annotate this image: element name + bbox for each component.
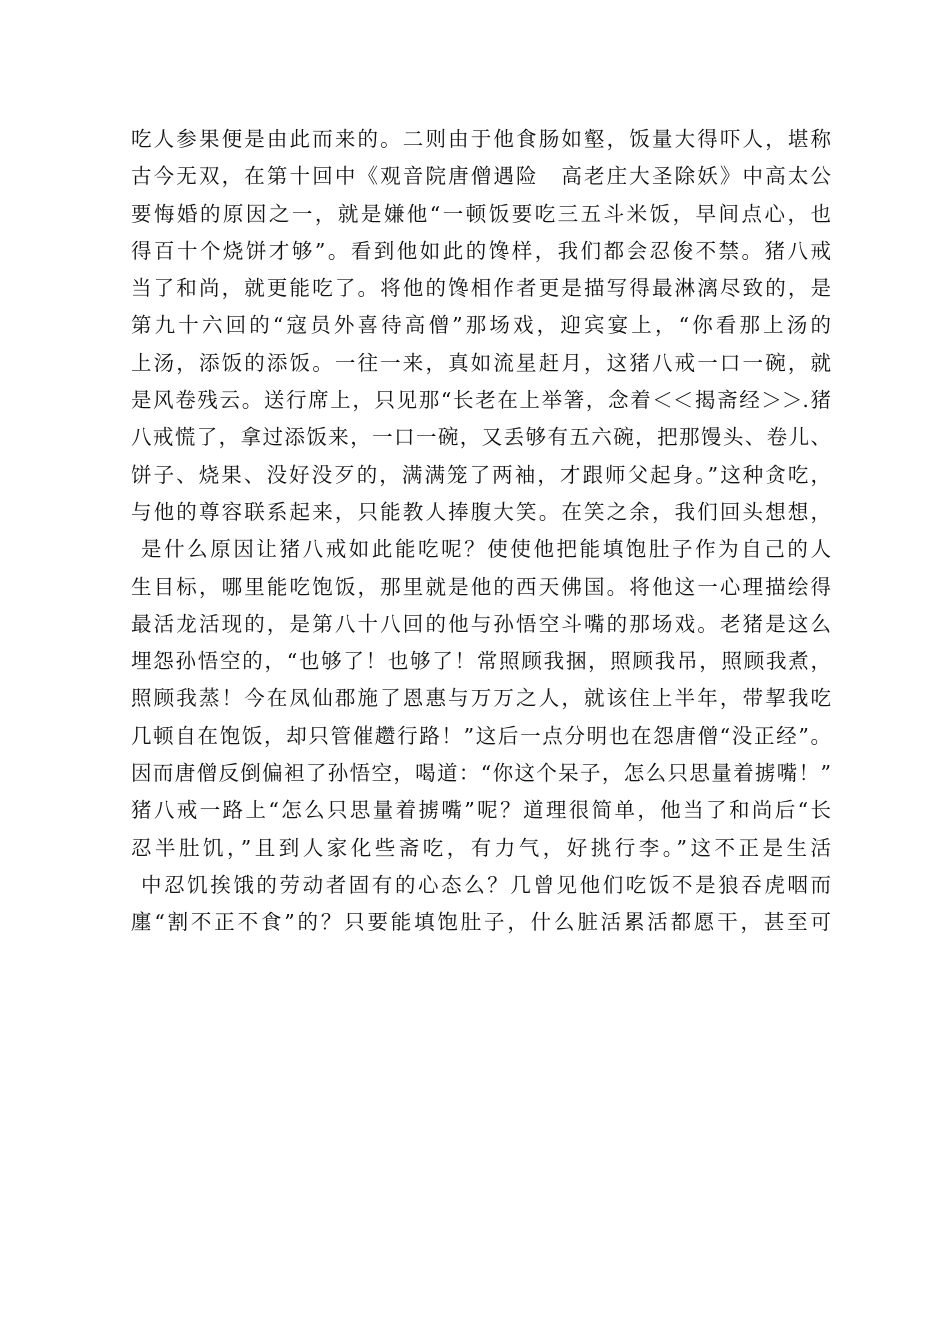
text-line: 当了和尚，就更能吃了。将他的馋相作者更是描写得最淋漓尽致的，是 [131,276,831,301]
text-line: 猪八戒一路上“怎么只思量着掳嘴”呢？道理很简单，他当了和尚后“长 [131,798,831,823]
body-text [131,121,831,942]
text-line: 得百十个烧饼才够”。看到他如此的馋样，我们都会忍俊不禁。猪八戒 [131,238,831,263]
text-line: 照顾我蒸！今在凤仙郡施了恩惠与万万之人，就该住上半年，带挈我吃 [131,686,831,711]
text-line: 饼子、烧果、没好没歹的，满满笼了两袖，才跟师父起身。”这种贪吃， [131,462,831,487]
text-line: 第九十六回的“寇员外喜待高僧”那场戏，迎宾宴上，“你看那上汤的 [131,313,831,338]
text-line: 要悔婚的原因之一，就是嫌他“一顿饭要吃三五斗米饭，早间点心，也 [131,201,831,226]
text-line: 埋怨孙悟空的，“也够了！也够了！常照顾我捆，照顾我吊，照顾我煮， [131,649,831,674]
text-line: 忍半肚饥，”且到人家化些斋吃，有力气，好挑行李。”这不正是生活 [131,835,831,860]
text-line: 上汤，添饭的添饭。一往一来，真如流星赶月，这猪八戒一口一碗，就 [131,350,831,375]
text-line: 古今无双，在第十回中《观音院唐僧遇险 高老庄大圣除妖》中高太公 [131,164,831,189]
text-line: 最活龙活现的，是第八十八回的他与孙悟空斗嘴的那场戏。老猪是这么 [131,611,831,636]
text-line: 几顿自在饱饭，却只管催趱行路！”这后一点分明也在怨唐僧“没正经”。 [131,723,831,748]
text-line: 因而唐僧反倒偏袒了孙悟空，喝道：“你这个呆子，怎么只思量着掳嘴！” [131,761,831,786]
text-line: 是风卷残云。送行席上，只见那“长老在上举箸，念着＜＜揭斋经＞＞.猪 [131,388,831,413]
text-line: 与他的尊容联系起来，只能教人捧腹大笑。在笑之余，我们回头想想， [131,499,831,524]
text-line: 中忍饥挨饿的劳动者固有的心态么？几曾见他们吃饭不是狼吞虎咽而 [141,872,831,897]
text-line: 是什么原因让猪八戒如此能吃呢？使使他把能填饱肚子作为自己的人 [141,537,831,562]
text-line: 生目标，哪里能吃饱饭，那里就是他的西天佛国。将他这一心理描绘得 [131,574,831,599]
text-line: 廛“割不正不食”的？只要能填饱肚子，什么脏活累活都愿干，甚至可 [131,910,831,935]
text-line: 八戒慌了，拿过添饭来，一口一碗，又丢够有五六碗，把那馒头、卷儿、 [131,425,831,450]
text-line: 吃人参果便是由此而来的。二则由于他食肠如壑，饭量大得吓人，堪称 [131,127,831,151]
